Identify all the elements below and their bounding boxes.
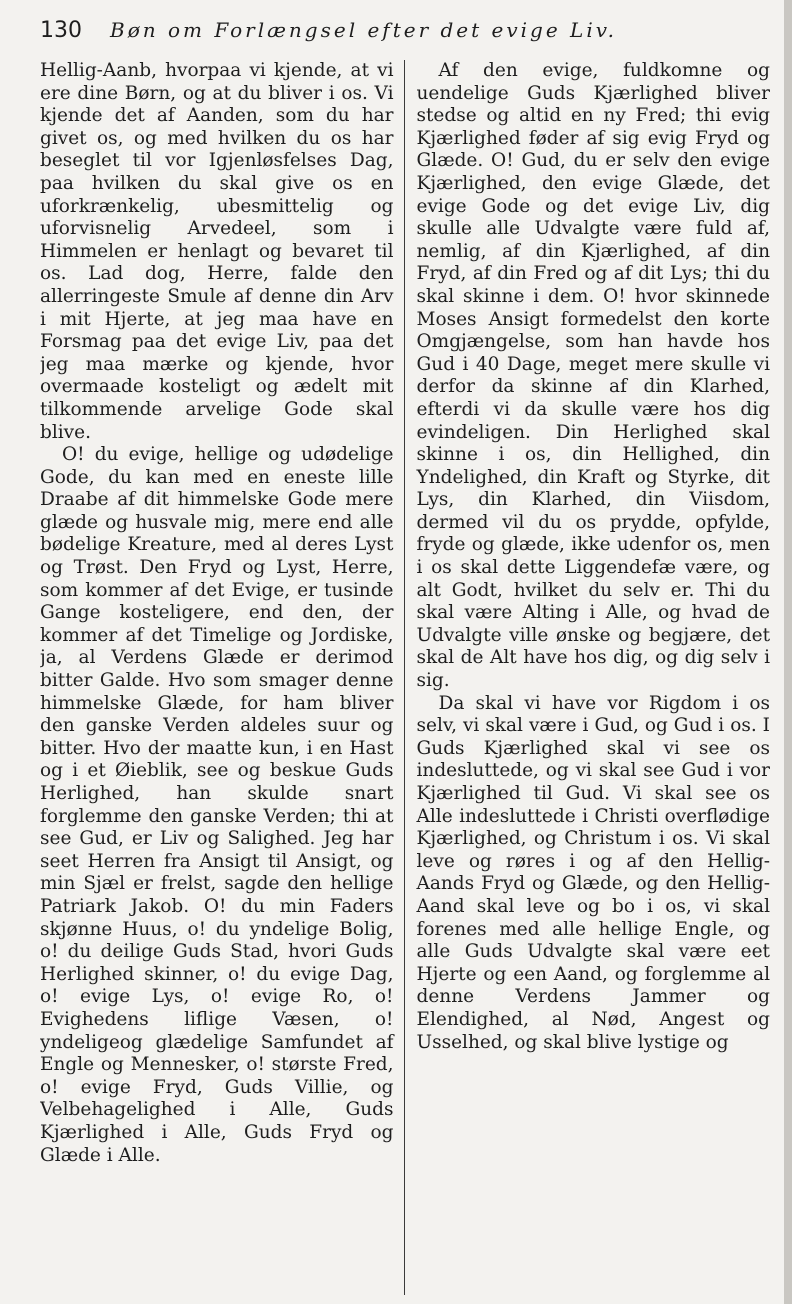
paragraph: Hellig-Aanb, hvorpaa vi kjende, at vi ere dine Børn, og at du bliver i os. Vi kjende det af Aanden, som du har givet os, og med hvilken du os har beseglet til vor Igjenløsfelses Dag, paa hvilken du skal give os en uforkrænkelig, ubesmittelig og uforvisnelig Arvedeel, som i Himmelen er henlagt og bevaret til os. Lad dog, Herre, falde den allerringeste Smule af denne din Arv i mit Hjerte, at jeg maa have en Forsmag paa det evige Liv, paa det jeg maa mærke og kjende, hvor overmaade kosteligt og ædelt mit tilkommende arvelige Gode skal blive. — [40, 60, 394, 443]
page-edge — [784, 0, 792, 1304]
text-columns — [40, 60, 770, 1295]
paragraph: Da skal vi have vor Rigdom i os selv, vi skal være i Gud, og Gud i os. I Guds Kjærlighed skal vi see os indesluttede, og vi skal see Gud i vor Kjærlighed til Gud. Vi skal see os Alle indesluttede i Christi overflødige Kjærlighed, og Christum i os. Vi skal leve og røres i og af den Hellig-Aands Fryd og Glæde, og den Hellig-Aand skal leve og bo i os, vi skal forenes med alle hellige Engle, og alle Guds Udvalgte skal være eet Hjerte og een Aand, og forglemme al denne Verdens Jammer og Elendighed, al Nød, Angest og Usselhed, og skal blive lystige og — [416, 692, 770, 1053]
paragraph: Af den evige, fuldkomne og uendelige Guds Kjærlighed bliver stedse og altid en ny Fred; thi evig Kjærlighed føder af sig evig Fryd og Glæde. O! Gud, du er selv den evige Kjærlighed, den evige Glæde, det evige Gode og det evige Liv, dig skulle alle Udvalgte være fuld af, nemlig, af din Kjærlighed, af din Fryd, af din Fred og af dit Lys; thi du skal skinne i dem. O! hvor skinnede Moses Ansigt formedelst den korte Omgjængelse, som han havde hos Gud i 40 Dage, meget mere skulle vi derfor da skinne af din Klarhed, efterdi vi da skulle være hos dig evindeligen. Din Herlighed skal skinne i os, din Hellighed, din Yndelighed, din Kraft og Styrke, dit Lys, din Klarhed, din Viisdom, dermed vil du os prydde, opfylde, fryde og glæde, ikke udenfor os, men i os skal dette Liggendefæ være, og alt Godt, hvilket du selv er. Thi du skal være Alting i Alle, og hvad de Udvalgte ville ønske og begjære, det skal de Alt have hos dig, og dig selv i sig. — [416, 60, 770, 692]
running-header — [40, 18, 770, 60]
paragraph: O! du evige, hellige og udødelige Gode, du kan med en eneste lille Draabe af dit himmelske Gode mere glæde og husvale mig, mere end alle bødelige Kreature, med al deres Lyst og Trøst. Den Fryd og Lyst, Herre, som kommer af det Evige, er tusinde Gange kosteligere, end den, der kommer af det Timelige og Jordiske, ja, al Verdens Glæde er derimod bitter Galde. Hvo som smager denne himmelske Glæde, for ham bliver den ganske Verden aldeles suur og bitter. Hvo der maatte kun, i en Hast og i et Øieblik, see og beskue Guds Herlighed, han skulde snart forglemme den ganske Verden; thi at see Gud, er Liv og Salighed. Jeg har seet Herren fra Ansigt til Ansigt, og min Sjæl er frelst, sagde den hellige Patriark Jakob. O! du min Faders skjønne Huus, o! du yndelige Bolig, o! du deilige Guds Stad, hvori Guds Herlighed skinner, o! du evige Dag, o! evige Lys, o! evige Ro, o! Evighedens liflige Væsen, o! yndeligeog glædelige Samfundet af Engle og Mennesker, o! største Fred, o! evige Fryd, Guds Villie, og Velbehagelighed i Alle, Guds Kjærlighed i Alle, Guds Fryd og Glæde i Alle. — [40, 444, 394, 1166]
right-column — [405, 60, 771, 1290]
running-title: Bøn om Forlængsel efter det evige Liv. — [110, 18, 618, 42]
page-number: 130 — [40, 18, 82, 43]
left-column — [40, 60, 404, 1290]
